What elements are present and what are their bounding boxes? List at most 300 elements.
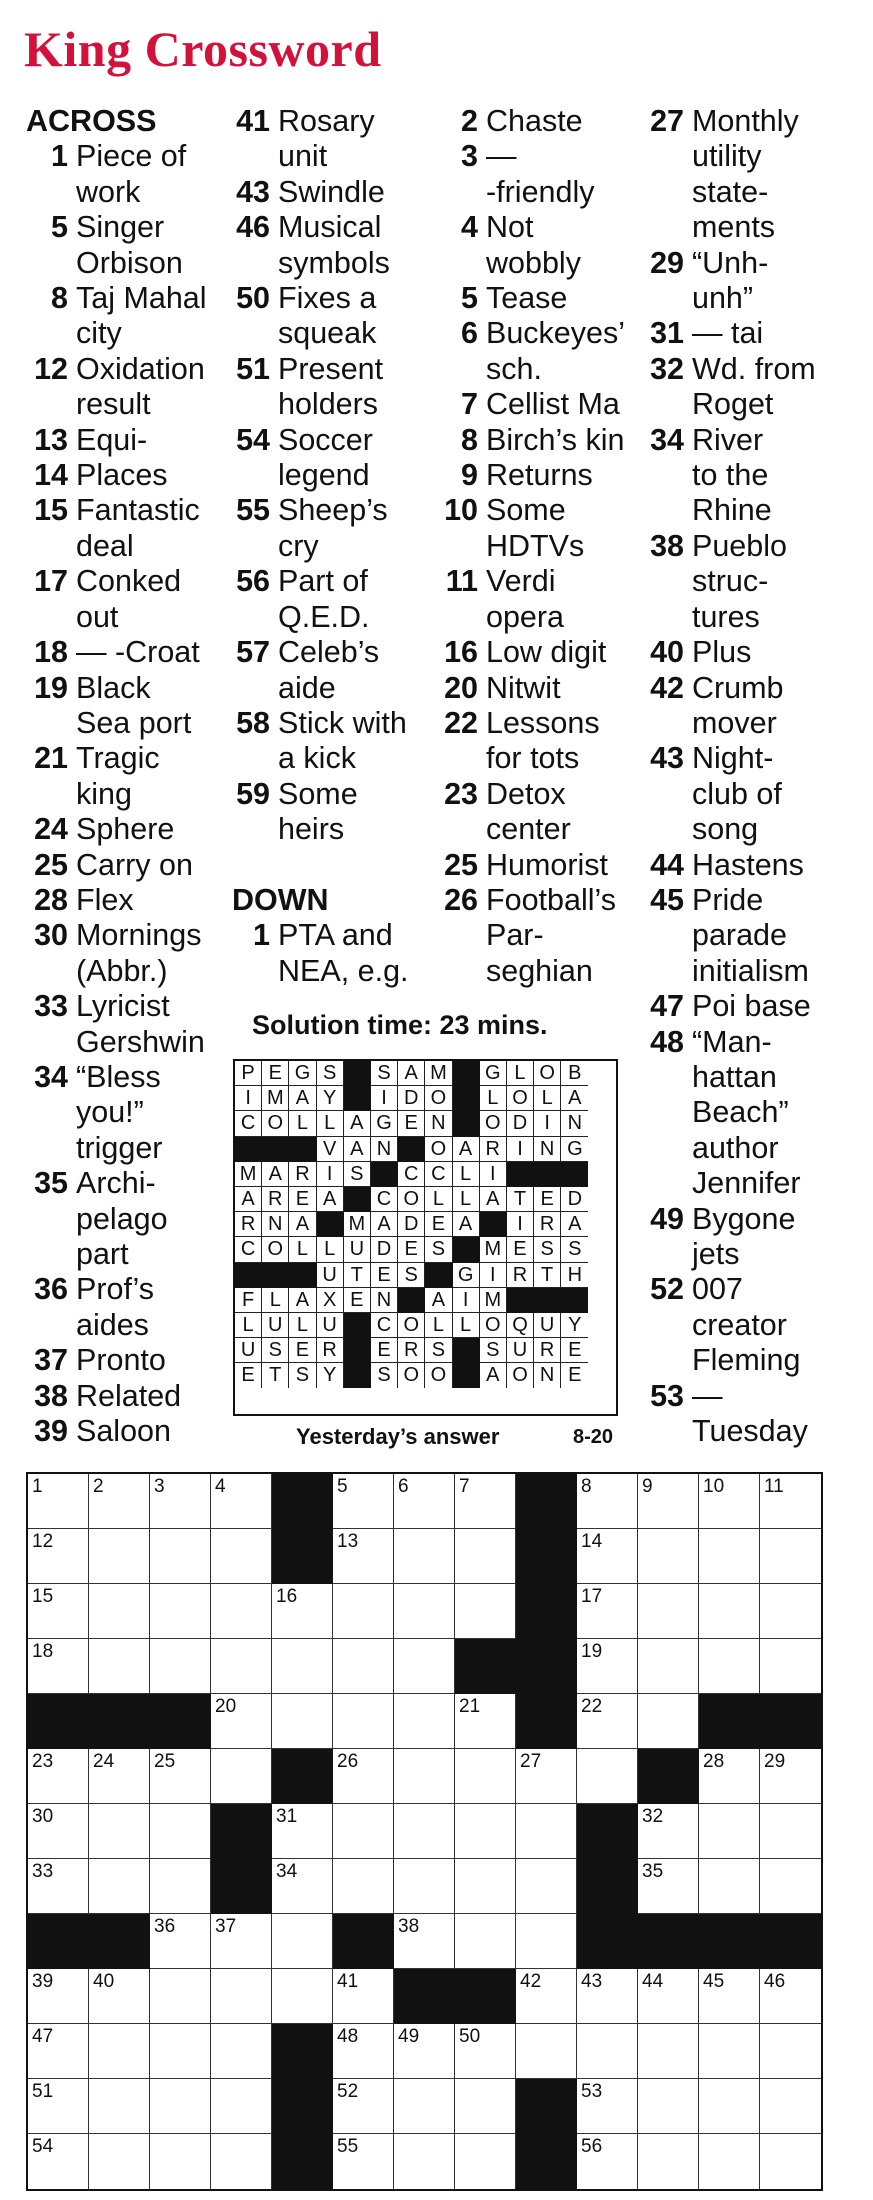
grid-cell[interactable] xyxy=(394,1804,455,1859)
grid-cell[interactable] xyxy=(455,1914,516,1969)
grid-cell[interactable] xyxy=(272,1639,333,1694)
black-square xyxy=(272,1749,333,1804)
grid-cell[interactable] xyxy=(394,1749,455,1804)
grid-cell[interactable] xyxy=(150,2134,211,2189)
clue xyxy=(232,352,409,423)
cell-number: 1 xyxy=(32,1476,43,1497)
answer-letter: I xyxy=(534,1111,561,1136)
grid-cell[interactable] xyxy=(394,2134,455,2189)
grid-cell[interactable] xyxy=(394,1859,455,1914)
grid-cell[interactable] xyxy=(150,2079,211,2134)
clue-number: 6 xyxy=(461,316,478,351)
answer-letter: L xyxy=(317,1111,344,1136)
answer-black-square xyxy=(344,1187,371,1212)
answer-letter: C xyxy=(371,1313,398,1338)
grid-cell[interactable] xyxy=(28,1859,89,1914)
grid-cell[interactable] xyxy=(333,1694,394,1749)
answer-letter: A xyxy=(262,1162,289,1187)
answer-letter: T xyxy=(534,1263,561,1288)
grid-cell[interactable] xyxy=(28,1749,89,1804)
grid-row xyxy=(28,1584,821,1639)
grid-cell[interactable] xyxy=(455,1584,516,1639)
grid-cell[interactable] xyxy=(699,1474,760,1529)
clue xyxy=(232,493,409,564)
clue-text-line: Sheep’s xyxy=(278,493,388,528)
grid-cell[interactable] xyxy=(638,2079,699,2134)
grid-cell[interactable] xyxy=(577,2079,638,2134)
clue xyxy=(646,246,816,317)
clue xyxy=(232,175,409,210)
grid-cell[interactable] xyxy=(272,1694,333,1749)
black-square xyxy=(699,1694,760,1749)
answer-letter: L xyxy=(425,1187,452,1212)
grid-cell[interactable] xyxy=(89,2134,150,2189)
clue-spacer xyxy=(232,848,409,883)
clue-text-line: Saloon xyxy=(76,1414,171,1449)
grid-cell[interactable] xyxy=(89,2079,150,2134)
black-square xyxy=(272,1529,333,1584)
clue-number: 41 xyxy=(236,104,270,138)
answer-letter: O xyxy=(425,1363,452,1388)
grid-cell[interactable] xyxy=(28,2079,89,2134)
clue-number: 5 xyxy=(461,281,478,316)
clue-number: 5 xyxy=(51,210,68,245)
cell-number: 4 xyxy=(215,1476,226,1497)
clue-text-line: Places xyxy=(76,458,168,493)
clue-number: 25 xyxy=(34,847,68,882)
clue-number: 58 xyxy=(236,705,270,740)
cell-number: 20 xyxy=(215,1696,237,1717)
answer-letter: R xyxy=(534,1212,561,1237)
grid-cell[interactable] xyxy=(89,1584,150,1639)
clue-text-line: Cellist Ma xyxy=(486,387,620,422)
grid-cell[interactable] xyxy=(638,1859,699,1914)
grid-cell[interactable] xyxy=(699,1969,760,2024)
grid-cell[interactable] xyxy=(760,1804,821,1859)
clue xyxy=(26,564,207,635)
solution-time: Solution time: 23 mins. xyxy=(252,1010,548,1040)
clue-column-2 xyxy=(232,104,409,989)
grid-cell[interactable] xyxy=(89,1639,150,1694)
answer-letter: L xyxy=(262,1288,289,1313)
clue xyxy=(26,423,207,458)
answer-letter: A xyxy=(480,1187,507,1212)
cell-number: 13 xyxy=(337,1531,359,1552)
cell-number: 5 xyxy=(337,1476,348,1497)
clue xyxy=(26,671,207,742)
answer-black-square xyxy=(289,1263,316,1288)
answer-letter: L xyxy=(425,1313,452,1338)
clue-number: 16 xyxy=(444,635,478,670)
grid-cell[interactable] xyxy=(89,2024,150,2079)
grid-cell[interactable] xyxy=(760,1749,821,1804)
clue xyxy=(26,1414,207,1449)
clue-number: 49 xyxy=(650,1201,684,1236)
answer-letter: M xyxy=(262,1086,289,1111)
grid-cell[interactable] xyxy=(333,1749,394,1804)
cell-number: 7 xyxy=(459,1476,470,1497)
grid-cell[interactable] xyxy=(150,1584,211,1639)
grid-cell[interactable] xyxy=(89,1969,150,2024)
clue-text-line: Celeb’s xyxy=(278,635,380,670)
answer-letter: E xyxy=(289,1338,316,1363)
answer-letter: A xyxy=(235,1187,262,1212)
answer-letter: L xyxy=(289,1237,316,1262)
grid-cell[interactable] xyxy=(28,2134,89,2189)
grid-cell[interactable] xyxy=(516,1859,577,1914)
clue-number: 47 xyxy=(650,989,684,1024)
grid-cell[interactable] xyxy=(272,1914,333,1969)
answer-row xyxy=(235,1212,616,1237)
grid-cell[interactable] xyxy=(577,1749,638,1804)
grid-cell[interactable] xyxy=(516,1914,577,1969)
clue-text-line: Fixes a xyxy=(278,281,377,316)
grid-cell[interactable] xyxy=(211,2024,272,2079)
grid-cell[interactable] xyxy=(333,1639,394,1694)
answer-letter: E xyxy=(344,1288,371,1313)
clue-text-line: unh” xyxy=(692,281,754,316)
answer-letter: T xyxy=(507,1187,534,1212)
grid-cell[interactable] xyxy=(333,1969,394,2024)
clue-text-line: Pronto xyxy=(76,1343,166,1378)
grid-cell[interactable] xyxy=(333,1859,394,1914)
answer-letter: L xyxy=(317,1237,344,1262)
answer-letter: P xyxy=(235,1061,262,1086)
clue xyxy=(232,635,409,706)
clue-text-line: Carry on xyxy=(76,847,193,882)
grid-cell[interactable] xyxy=(760,2024,821,2079)
grid-cell[interactable] xyxy=(150,1859,211,1914)
grid-cell[interactable] xyxy=(638,1529,699,1584)
cell-number: 34 xyxy=(276,1861,298,1882)
clue xyxy=(232,210,409,281)
answer-letter: A xyxy=(289,1086,316,1111)
grid-cell[interactable] xyxy=(699,1859,760,1914)
answer-row xyxy=(235,1162,616,1187)
clue-number: 45 xyxy=(650,882,684,917)
grid-cell[interactable] xyxy=(211,1749,272,1804)
grid-cell[interactable] xyxy=(28,1474,89,1529)
answer-letter: N xyxy=(262,1212,289,1237)
grid-cell[interactable] xyxy=(516,1749,577,1804)
grid-cell[interactable] xyxy=(394,1584,455,1639)
answer-letter: E xyxy=(507,1237,534,1262)
cell-number: 41 xyxy=(337,1971,359,1992)
clue-number: 37 xyxy=(34,1343,68,1378)
grid-cell[interactable] xyxy=(638,1969,699,2024)
grid-cell[interactable] xyxy=(394,2024,455,2079)
clue-number: 48 xyxy=(650,1024,684,1059)
grid-cell[interactable] xyxy=(699,1804,760,1859)
cell-number: 16 xyxy=(276,1586,298,1607)
grid-cell[interactable] xyxy=(516,2024,577,2079)
grid-cell[interactable] xyxy=(699,2134,760,2189)
cell-number: 38 xyxy=(398,1916,420,1937)
grid-cell[interactable] xyxy=(211,1529,272,1584)
grid-cell[interactable] xyxy=(577,1474,638,1529)
grid-cell[interactable] xyxy=(638,1639,699,1694)
clue-text-line: Roget xyxy=(692,387,774,422)
cell-number: 11 xyxy=(764,1476,784,1497)
clue-text-line: Sphere xyxy=(76,812,175,847)
answer-letter: I xyxy=(480,1263,507,1288)
cell-number: 54 xyxy=(32,2136,54,2157)
clue xyxy=(646,989,816,1024)
grid-cell[interactable] xyxy=(333,1474,394,1529)
grid-cell[interactable] xyxy=(638,1474,699,1529)
clue-text-line: legend xyxy=(278,458,370,493)
grid-cell[interactable] xyxy=(455,2134,516,2189)
clue-text-line: Chaste xyxy=(486,104,583,138)
grid-cell[interactable] xyxy=(211,1639,272,1694)
yesterday-answer-date: 8-20 xyxy=(573,1426,614,1448)
answer-letter: M xyxy=(480,1237,507,1262)
answer-letter: O xyxy=(262,1237,289,1262)
grid-cell[interactable] xyxy=(394,1694,455,1749)
clue xyxy=(646,316,816,351)
grid-cell[interactable] xyxy=(150,2024,211,2079)
clue-column-4 xyxy=(646,104,816,1449)
grid-cell[interactable] xyxy=(28,1804,89,1859)
clue-text-line: Birch’s kin xyxy=(486,422,625,457)
clue-number: 56 xyxy=(236,564,270,599)
grid-cell[interactable] xyxy=(699,1584,760,1639)
clue-text-line: Lyricist xyxy=(76,989,170,1024)
answer-letter: A xyxy=(289,1288,316,1313)
answer-letter: A xyxy=(480,1363,507,1388)
clue xyxy=(646,1272,816,1378)
clue xyxy=(646,352,816,423)
answer-letter: D xyxy=(561,1187,588,1212)
clue-number: 38 xyxy=(34,1378,68,1413)
grid-cell[interactable] xyxy=(516,1969,577,2024)
grid-cell[interactable] xyxy=(577,2024,638,2079)
grid-cell[interactable] xyxy=(89,1474,150,1529)
grid-cell[interactable] xyxy=(333,1804,394,1859)
grid-cell[interactable] xyxy=(455,2024,516,2079)
answer-row xyxy=(235,1086,616,1111)
black-square xyxy=(699,1914,760,1969)
answer-letter: U xyxy=(317,1313,344,1338)
grid-cell[interactable] xyxy=(760,1474,821,1529)
grid-cell[interactable] xyxy=(272,1969,333,2024)
clue-text-line: Monthly xyxy=(692,104,799,138)
grid-cell[interactable] xyxy=(394,1639,455,1694)
clue-number: 52 xyxy=(650,1272,684,1307)
cell-number: 37 xyxy=(215,1916,237,1937)
answer-letter: E xyxy=(398,1111,425,1136)
grid-cell[interactable] xyxy=(760,1969,821,2024)
grid-cell[interactable] xyxy=(577,1584,638,1639)
answer-letter: G xyxy=(289,1061,316,1086)
answer-letter: I xyxy=(453,1288,480,1313)
crossword-grid[interactable] xyxy=(26,1472,823,2191)
grid-cell[interactable] xyxy=(89,1749,150,1804)
grid-cell[interactable] xyxy=(211,1694,272,1749)
grid-cell[interactable] xyxy=(455,1859,516,1914)
grid-cell[interactable] xyxy=(455,1474,516,1529)
grid-cell[interactable] xyxy=(272,1584,333,1639)
clue-number: 32 xyxy=(650,351,684,386)
grid-cell[interactable] xyxy=(394,2079,455,2134)
clue-text-line: state- xyxy=(692,174,769,209)
grid-cell[interactable] xyxy=(760,1859,821,1914)
grid-cell[interactable] xyxy=(333,2134,394,2189)
grid-cell[interactable] xyxy=(455,1749,516,1804)
clue-text-line: song xyxy=(692,812,759,847)
grid-cell[interactable] xyxy=(150,1639,211,1694)
grid-cell[interactable] xyxy=(699,2079,760,2134)
clue-text-line: Verdi xyxy=(486,564,556,599)
grid-cell[interactable] xyxy=(638,2134,699,2189)
clue-text-line: mover xyxy=(692,705,777,740)
answer-letter: R xyxy=(289,1162,316,1187)
grid-cell[interactable] xyxy=(455,2079,516,2134)
grid-cell[interactable] xyxy=(638,1694,699,1749)
grid-cell[interactable] xyxy=(333,1584,394,1639)
grid-cell[interactable] xyxy=(211,1914,272,1969)
grid-cell[interactable] xyxy=(211,1584,272,1639)
clue xyxy=(232,281,409,352)
clue-text-line: opera xyxy=(486,599,565,634)
answer-black-square xyxy=(453,1061,480,1086)
grid-cell[interactable] xyxy=(577,1969,638,2024)
answer-letter: Y xyxy=(317,1363,344,1388)
clue-text-line: Flex xyxy=(76,882,134,917)
cell-number: 18 xyxy=(32,1641,54,1662)
answer-black-square xyxy=(453,1237,480,1262)
answer-row xyxy=(235,1288,616,1313)
clue-text-line: Poi base xyxy=(692,989,811,1024)
clue-text-line: Crumb xyxy=(692,670,784,705)
grid-cell[interactable] xyxy=(394,1529,455,1584)
grid-cell[interactable] xyxy=(333,2024,394,2079)
grid-cell[interactable] xyxy=(150,1474,211,1529)
grid-cell[interactable] xyxy=(150,1914,211,1969)
answer-letter: N xyxy=(425,1111,452,1136)
grid-cell[interactable] xyxy=(394,1474,455,1529)
answer-letter: R xyxy=(534,1338,561,1363)
grid-cell[interactable] xyxy=(638,1804,699,1859)
grid-cell[interactable] xyxy=(638,2024,699,2079)
answer-black-square xyxy=(453,1111,480,1136)
clue-number: 7 xyxy=(461,387,478,422)
grid-cell[interactable] xyxy=(760,1529,821,1584)
grid-cell[interactable] xyxy=(455,1694,516,1749)
grid-cell[interactable] xyxy=(150,1804,211,1859)
grid-cell[interactable] xyxy=(89,1859,150,1914)
answer-letter: E xyxy=(534,1187,561,1212)
grid-cell[interactable] xyxy=(89,1529,150,1584)
grid-cell[interactable] xyxy=(150,1529,211,1584)
clue xyxy=(646,1202,816,1273)
clue-text-line: aide xyxy=(278,670,336,705)
answer-letter: L xyxy=(289,1111,316,1136)
grid-cell[interactable] xyxy=(638,1584,699,1639)
grid-row xyxy=(28,2079,821,2134)
grid-cell[interactable] xyxy=(699,1639,760,1694)
grid-cell[interactable] xyxy=(28,1584,89,1639)
grid-cell[interactable] xyxy=(89,1804,150,1859)
grid-cell[interactable] xyxy=(28,2024,89,2079)
clue-number: 9 xyxy=(461,458,478,493)
grid-cell[interactable] xyxy=(699,1529,760,1584)
grid-cell[interactable] xyxy=(577,1639,638,1694)
clue-text-line: tures xyxy=(692,599,760,634)
grid-cell[interactable] xyxy=(211,1474,272,1529)
clue-text-line: Detox xyxy=(486,776,566,811)
answer-letter: N xyxy=(534,1137,561,1162)
grid-cell[interactable] xyxy=(577,1529,638,1584)
answer-letter: U xyxy=(507,1338,534,1363)
grid-cell[interactable] xyxy=(760,2079,821,2134)
clue-text-line: Hastens xyxy=(692,847,804,882)
grid-cell[interactable] xyxy=(211,1969,272,2024)
answer-letter: D xyxy=(398,1212,425,1237)
grid-cell[interactable] xyxy=(28,1529,89,1584)
grid-cell[interactable] xyxy=(760,2134,821,2189)
grid-cell[interactable] xyxy=(455,1804,516,1859)
clue-text-line: city xyxy=(76,316,122,351)
clue-text-line: Oxidation xyxy=(76,351,205,386)
clue xyxy=(26,493,207,564)
grid-cell[interactable] xyxy=(150,1749,211,1804)
grid-cell[interactable] xyxy=(577,1694,638,1749)
grid-cell[interactable] xyxy=(699,1749,760,1804)
clue-text-line: struc- xyxy=(692,564,769,599)
answer-letter: T xyxy=(344,1263,371,1288)
cell-number: 39 xyxy=(32,1971,54,1992)
grid-cell[interactable] xyxy=(333,1529,394,1584)
clue-number: 18 xyxy=(34,635,68,670)
black-square xyxy=(577,1914,638,1969)
clue-number: 44 xyxy=(650,847,684,882)
grid-cell[interactable] xyxy=(394,1914,455,1969)
grid-cell[interactable] xyxy=(455,1529,516,1584)
grid-cell[interactable] xyxy=(28,1969,89,2024)
clue-number: 4 xyxy=(461,210,478,245)
answer-letter: Y xyxy=(561,1313,588,1338)
clue-text-line: Tease xyxy=(486,281,568,316)
clue-number: 46 xyxy=(236,210,270,245)
grid-cell[interactable] xyxy=(516,1804,577,1859)
grid-cell[interactable] xyxy=(272,1859,333,1914)
clue-number: 35 xyxy=(34,1166,68,1201)
grid-cell[interactable] xyxy=(760,1639,821,1694)
grid-cell[interactable] xyxy=(211,2134,272,2189)
grid-cell[interactable] xyxy=(150,1969,211,2024)
grid-cell[interactable] xyxy=(760,1584,821,1639)
cell-number: 51 xyxy=(32,2081,54,2102)
clue xyxy=(26,281,207,352)
grid-cell[interactable] xyxy=(28,1639,89,1694)
cell-number: 31 xyxy=(276,1806,298,1827)
cell-number: 46 xyxy=(764,1971,786,1992)
answer-letter: U xyxy=(317,1263,344,1288)
grid-cell[interactable] xyxy=(333,2079,394,2134)
grid-cell[interactable] xyxy=(272,1804,333,1859)
answer-letter: C xyxy=(425,1162,452,1187)
grid-row xyxy=(28,1749,821,1804)
answer-letter: M xyxy=(425,1061,452,1086)
grid-cell[interactable] xyxy=(699,2024,760,2079)
clue-text-line: Beach” xyxy=(692,1095,789,1130)
answer-black-square xyxy=(262,1263,289,1288)
grid-cell[interactable] xyxy=(211,2079,272,2134)
clue-text-line: Mornings xyxy=(76,918,202,953)
grid-cell[interactable] xyxy=(577,2134,638,2189)
clue-number: 29 xyxy=(650,245,684,280)
